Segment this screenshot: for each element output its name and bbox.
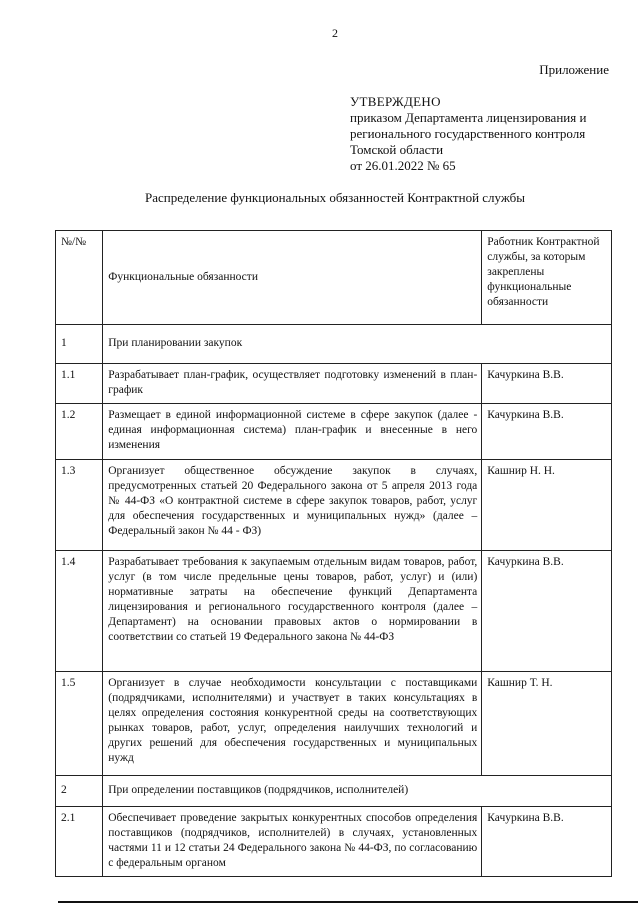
- table-row: [56, 807, 612, 877]
- table-row: [56, 551, 612, 672]
- page-bottom-rule: [58, 901, 638, 903]
- header-worker: Работник Контрактной службы, за которым закреплены функциональные обязанности: [482, 231, 612, 325]
- page-number: 2: [332, 26, 338, 40]
- approval-title: УТВЕРЖДЕНО: [350, 94, 441, 109]
- table-row: [56, 325, 612, 364]
- duties-table: [55, 230, 612, 877]
- appendix-label: Приложение: [539, 62, 609, 77]
- row-duty: Организует в случае необходимости консультации с поставщиками (подрядчиками, исполнителями) и участвует в таких консультациях в целях определения состояния конкурентной среды на соответствующих рынках товаров, работ, услуг, определения наилучших технологий и других решений для обеспечения государственных и муниципальных нужд: [103, 672, 482, 776]
- row-duty: Разрабатывает требования к закупаемым отдельным видам товаров, работ, услуг (в том числе предельные цены товаров, работ, услуг) и (или) нормативные затраты на обеспечение функций Департамента лицензирования и регионального государственного контроля (далее – Департамент) на основании правовых актов о нормировании в соответствии со статьей 19 Федерального закона № 44-ФЗ: [103, 551, 482, 672]
- row-number: 1.4: [56, 551, 103, 672]
- section-title: При определении поставщиков (подрядчиков, исполнителей): [103, 776, 612, 807]
- row-number: 2.1: [56, 807, 103, 877]
- row-worker: Качуркина В.В.: [482, 364, 612, 404]
- table-row: [56, 404, 612, 460]
- row-number: 1.2: [56, 404, 103, 460]
- row-worker: Качуркина В.В.: [482, 404, 612, 460]
- table-row: [56, 672, 612, 776]
- header-duties: Функциональные обязанности: [103, 231, 482, 325]
- approval-line: приказом Департамента лицензирования и: [350, 110, 587, 125]
- row-number: 1: [56, 325, 103, 364]
- row-worker: Кашнир Н. Н.: [482, 460, 612, 551]
- row-duty: Размещает в единой информационной системе в сфере закупок (далее - единая информационная система) план-график и внесенные в него изменения: [103, 404, 482, 460]
- approval-line: регионального государственного контроля: [350, 126, 586, 141]
- row-number: 2: [56, 776, 103, 807]
- row-number: 1.3: [56, 460, 103, 551]
- row-number: 1.5: [56, 672, 103, 776]
- row-duty: Разрабатывает план-график, осуществляет подготовку изменений в план-график: [103, 364, 482, 404]
- approval-line: Томской области: [350, 142, 444, 157]
- table-header-row: [56, 231, 612, 325]
- row-duty: Организует общественное обсуждение закупок в случаях, предусмотренных статьей 20 Федерального закона от 5 апреля 2013 года № 44-ФЗ «О контрактной системе в сфере закупок товаров, работ, услуг для обеспечения государственных и муниципальных нужд» (далее – Федеральный закон № 44 - ФЗ): [103, 460, 482, 551]
- approval-line: от 26.01.2022 № 65: [350, 158, 456, 173]
- table-row: [56, 364, 612, 404]
- table-row: [56, 460, 612, 551]
- row-worker: Кашнир Т. Н.: [482, 672, 612, 776]
- row-worker: Качуркина В.В.: [482, 807, 612, 877]
- row-duty: Обеспечивает проведение закрытых конкурентных способов определения поставщиков (подрядчиков, исполнителей) в случаях, установленных частями 11 и 12 статьи 24 Федерального закона № 44-ФЗ, по согласованию с федеральным органом: [103, 807, 482, 877]
- approval-block: [350, 94, 586, 174]
- row-worker: Качуркина В.В.: [482, 551, 612, 672]
- table-row: [56, 776, 612, 807]
- row-number: 1.1: [56, 364, 103, 404]
- section-title: При планировании закупок: [103, 325, 612, 364]
- document-title: Распределение функциональных обязанностей Контрактной службы: [144, 190, 526, 205]
- header-number: №/№: [56, 231, 103, 325]
